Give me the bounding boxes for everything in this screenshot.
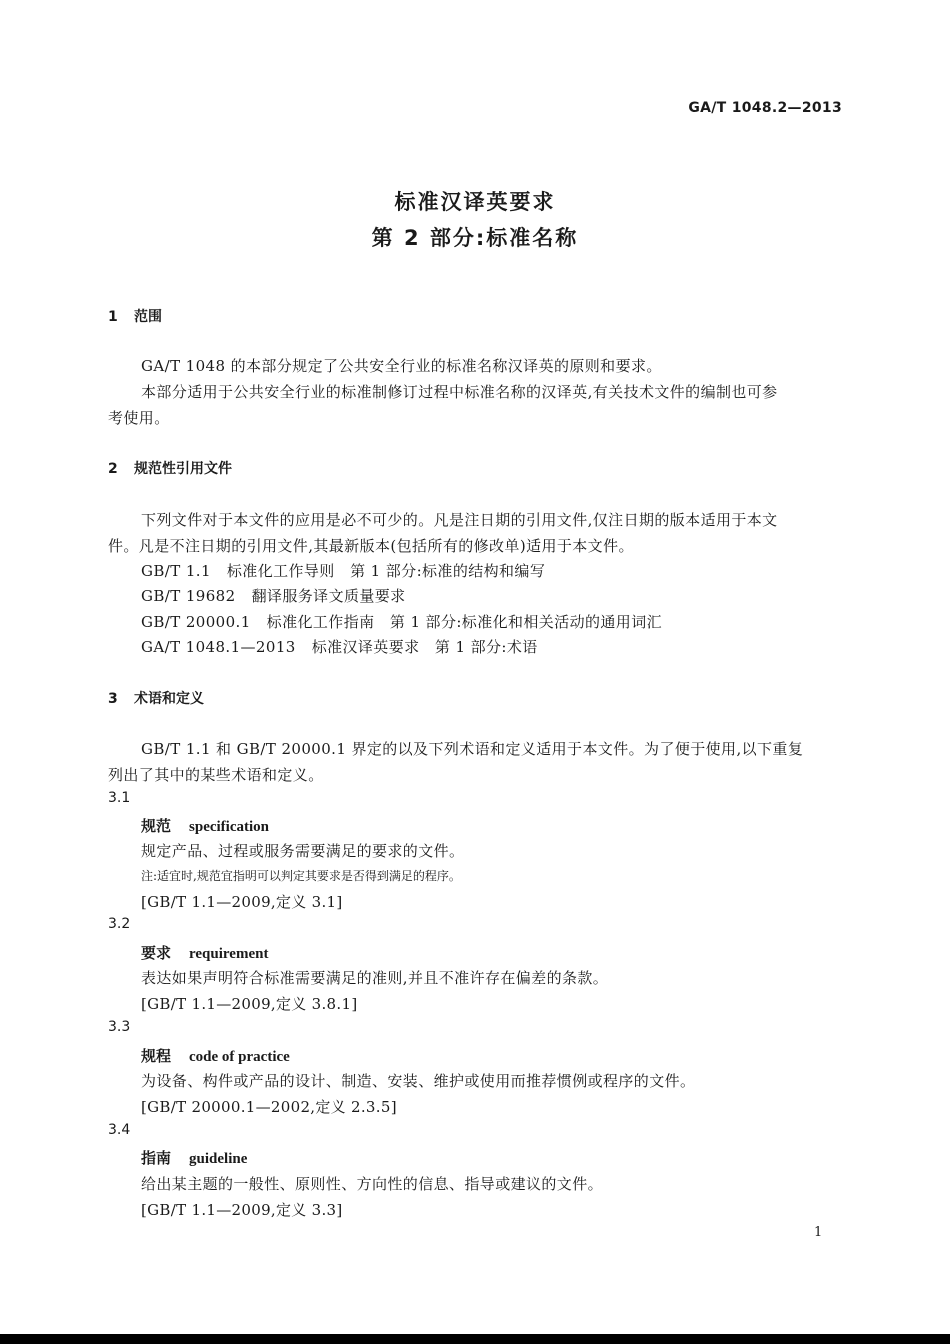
bottom-border [0, 1334, 950, 1344]
reference-title: 标准化工作指南 第 1 部分:标准化和相关活动的通用词汇 [266, 613, 663, 631]
section-heading-3 [108, 688, 204, 708]
term-definition: 为设备、构件或产品的设计、制造、安装、维护或使用而推荐惯例或程序的文件。 [141, 1072, 696, 1090]
term-heading [141, 1045, 290, 1066]
term-english: code of practice [189, 1049, 290, 1065]
term-chinese: 规程 [141, 1047, 172, 1065]
paragraph: 下列文件对于本文件的应用是必不可少的。凡是注日期的引用文件,仅注日期的版本适用于本文 [141, 511, 778, 529]
section-number: 3 [108, 691, 118, 707]
term-note: 注:适宜时,规范宜指明可以判定其要求是否得到满足的程序。 [141, 869, 461, 883]
paragraph: GB/T 1.1 和 GB/T 20000.1 界定的以及下列术语和定义适用于本文件。为了便于使用,以下重复 [141, 740, 804, 758]
term-english: requirement [189, 946, 269, 962]
document-title: 标准汉译英要求 [394, 190, 556, 214]
reference-title: 标准汉译英要求 第 1 部分:术语 [311, 638, 538, 656]
term-definition: 给出某主题的一般性、原则性、方向性的信息、指导或建议的文件。 [141, 1175, 604, 1193]
section-number: 2 [108, 461, 118, 477]
reference-item [141, 611, 662, 632]
document-subtitle: 第 2 部分:标准名称 [371, 226, 579, 250]
section-title: 范围 [134, 309, 162, 325]
reference-item [141, 636, 538, 657]
reference-title: 翻译服务译文质量要求 [251, 587, 406, 605]
page-number: 1 [814, 1225, 823, 1240]
term-source: [GB/T 1.1—2009,定义 3.8.1] [141, 995, 358, 1013]
term-number: 3.2 [108, 916, 131, 932]
reference-code: GA/T 1048.1—2013 [141, 638, 296, 656]
paragraph-continuation: 考使用。 [108, 409, 170, 427]
section-title: 术语和定义 [134, 691, 204, 707]
term-english: guideline [189, 1151, 248, 1167]
paragraph-continuation: 件。凡是不注日期的引用文件,其最新版本(包括所有的修改单)适用于本文件。 [108, 537, 634, 555]
paragraph: GA/T 1048 的本部分规定了公共安全行业的标准名称汉译英的原则和要求。 [141, 357, 662, 375]
reference-title: 标准化工作导则 第 1 部分:标准的结构和编写 [226, 562, 546, 580]
term-chinese: 要求 [141, 944, 172, 962]
term-english: specification [189, 819, 270, 835]
term-heading [141, 1147, 247, 1168]
term-number: 3.3 [108, 1019, 131, 1035]
term-definition: 规定产品、过程或服务需要满足的要求的文件。 [141, 842, 465, 860]
term-chinese: 指南 [141, 1149, 172, 1167]
section-heading-1 [108, 306, 162, 326]
paragraph-continuation: 列出了其中的某些术语和定义。 [108, 766, 324, 784]
reference-code: GB/T 20000.1 [141, 613, 251, 631]
term-source: [GB/T 1.1—2009,定义 3.1] [141, 893, 343, 911]
reference-code: GB/T 1.1 [141, 562, 211, 580]
term-number: 3.1 [108, 790, 131, 806]
term-definition: 表达如果声明符合标准需要满足的准则,并且不准许存在偏差的条款。 [141, 969, 609, 987]
standard-code: GA/T 1048.2—2013 [688, 100, 842, 116]
term-chinese: 规范 [141, 817, 172, 835]
section-number: 1 [108, 309, 118, 325]
term-number: 3.4 [108, 1122, 131, 1138]
reference-item [141, 560, 545, 581]
section-heading-2 [108, 458, 232, 478]
section-title: 规范性引用文件 [134, 461, 232, 477]
term-heading [141, 815, 269, 836]
reference-item [141, 585, 406, 606]
reference-code: GB/T 19682 [141, 587, 236, 605]
paragraph: 本部分适用于公共安全行业的标准制修订过程中标准名称的汉译英,有关技术文件的编制也可参 [141, 383, 778, 401]
term-source: [GB/T 20000.1—2002,定义 2.3.5] [141, 1098, 397, 1116]
term-heading [141, 942, 268, 963]
term-source: [GB/T 1.1—2009,定义 3.3] [141, 1201, 343, 1219]
